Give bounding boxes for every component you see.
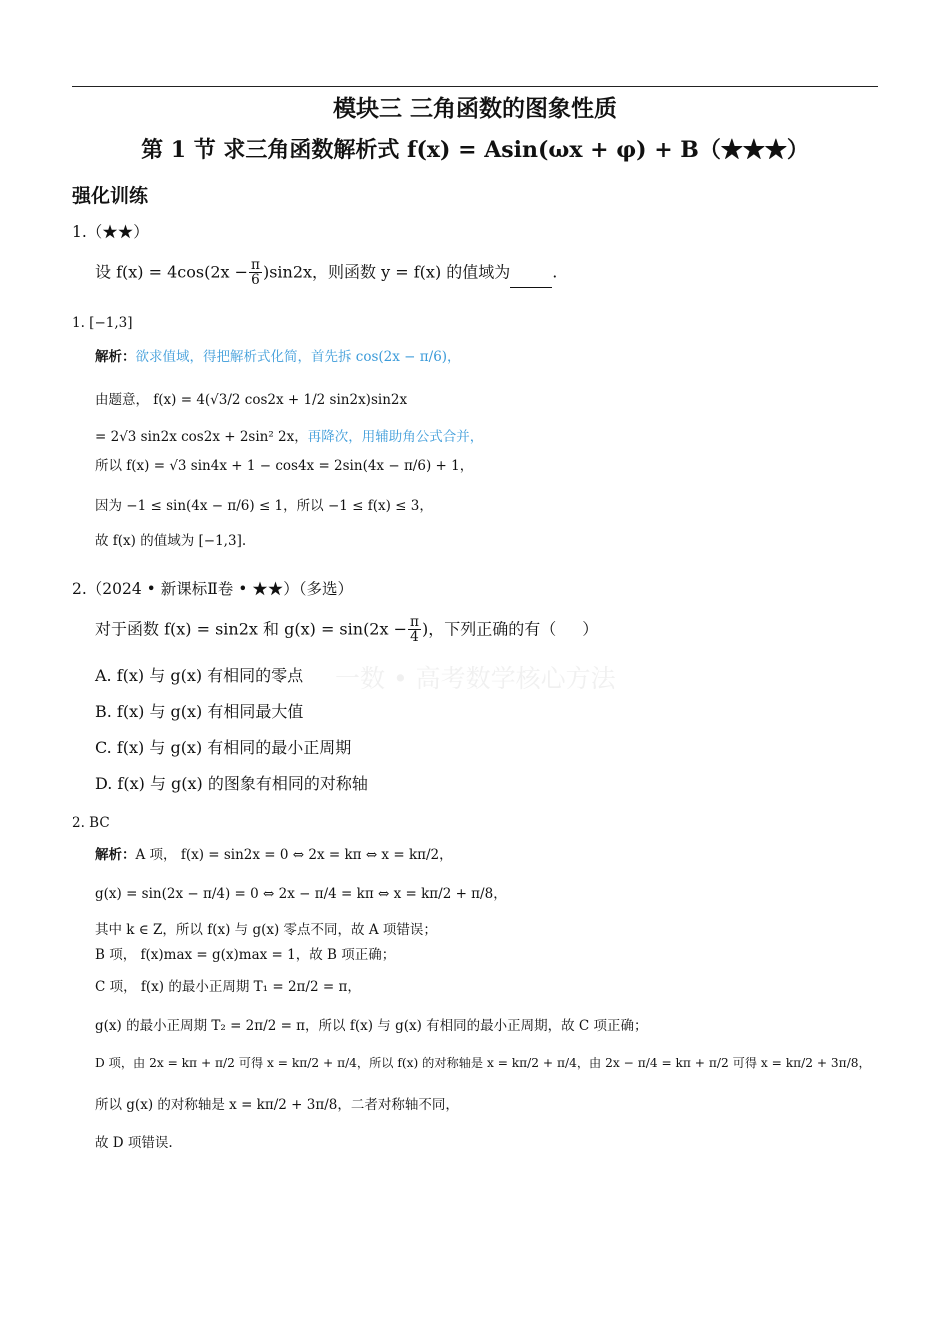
a2-line-6: g(x) 的最小正周期 T₂ = 2π/2 = π，所以 f(x) 与 g(x) 有相同的最小正周期，故 C 项正确； — [95, 1018, 648, 1034]
a2-line-9: 故 D 项错误. — [95, 1135, 173, 1151]
module-title: 模块三 三角函数的图象性质 — [332, 95, 617, 122]
a1-line-3-math: = 2√3 sin2x cos2x + 2sin² 2x， — [95, 429, 308, 445]
q2-stem-post: )，下列正确的有（ — [421, 619, 557, 639]
q2-stem-end: ） — [582, 619, 599, 639]
q2-frac-den: 4 — [410, 629, 419, 646]
a1-line-2: 由题意， f(x) = 4(√3/2 cos2x + 1/2 sin2x)sin2x — [95, 392, 408, 408]
q1-label: 1.（★★） — [72, 223, 149, 241]
watermark: 一数 • 高考数学核心方法 — [335, 664, 616, 693]
a1-line-6: 故 f(x) 的值域为 [−1,3]. — [95, 533, 247, 549]
q2-option-b: B. f(x) 与 g(x) 有相同最大值 — [95, 702, 304, 721]
a2-line-3: 其中 k ∈ Z，所以 f(x) 与 g(x) 零点不同，故 A 项错误； — [95, 922, 437, 938]
q2-option-d: D. f(x) 与 g(x) 的图象有相同的对称轴 — [95, 774, 368, 793]
q2-label: 2.（2024 • 新课标Ⅱ卷 • ★★）（多选） — [72, 580, 354, 598]
q1-answer-blank — [510, 271, 552, 288]
q2-stem — [95, 615, 598, 645]
a1-label: 1. [−1,3] — [72, 315, 133, 331]
a1-analysis-head: 解析： — [95, 349, 136, 365]
a2-line-7: D 项，由 2x = kπ + π/2 可得 x = kπ/2 + π/4，所以 f(x) 的对称轴是 x = kπ/2 + π/4，由 2x − π/4 = kπ + π/2 可得 x = kπ/2 + 3π/8， — [95, 1056, 871, 1070]
a2-analysis-head: 解析： — [95, 847, 136, 863]
a2-line-2: g(x) = sin(2x − π/4) = 0 ⇔ 2x − π/4 = kπ ⇔ x = kπ/2 + π/8， — [95, 886, 507, 902]
a1-line-5: 因为 −1 ≤ sin(4x − π/6) ≤ 1，所以 −1 ≤ f(x) ≤ 3， — [95, 498, 433, 514]
a2-label: 2. BC — [72, 815, 110, 831]
a2-line-1 — [95, 843, 453, 863]
a2-line-1-text: A 项， f(x) = sin2x = 0 ⇔ 2x = kπ ⇔ x = kπ/2， — [135, 847, 453, 863]
a1-line-1 — [95, 345, 461, 365]
q1-frac-num: π — [251, 257, 260, 273]
q1-stem-end: . — [552, 262, 558, 282]
q2-option-a: A. f(x) 与 g(x) 有相同的零点 — [95, 666, 304, 685]
q1-stem-pre: 设 f(x) = 4cos(2x − — [95, 262, 249, 282]
q1-fraction — [249, 258, 262, 288]
top-rule — [72, 86, 878, 87]
a1-analysis-note: 欲求值域，得把解析式化简，首先拆 cos(2x − π/6)， — [135, 349, 461, 365]
section-title: 第 1 节 求三角函数解析式 f(x) = Asin(ωx + φ) + B（★★★） — [141, 137, 809, 163]
section-label: 强化训练 — [72, 185, 149, 207]
a2-line-4: B 项， f(x)max = g(x)max = 1，故 B 项正确； — [95, 947, 396, 963]
a2-line-5: C 项， f(x) 的最小正周期 T₁ = 2π/2 = π， — [95, 979, 361, 995]
q2-stem-pre: 对于函数 f(x) = sin2x 和 g(x) = sin(2x − — [95, 619, 408, 639]
q1-stem-post: )sin2x，则函数 y = f(x) 的值域为 — [262, 262, 511, 282]
q2-frac-num: π — [410, 614, 419, 630]
q2-fraction — [408, 615, 421, 645]
q1-frac-den: 6 — [251, 272, 260, 289]
a2-line-8: 所以 g(x) 的对称轴是 x = kπ/2 + 3π/8，二者对称轴不同， — [95, 1097, 459, 1113]
q1-stem — [95, 258, 557, 288]
a1-line-3 — [95, 425, 483, 445]
a1-line-4: 所以 f(x) = √3 sin4x + 1 − cos4x = 2sin(4x − π/6) + 1， — [95, 458, 474, 474]
q2-option-c: C. f(x) 与 g(x) 有相同的最小正周期 — [95, 738, 352, 757]
a1-line-3-note: 再降次，用辅助角公式合并， — [307, 429, 484, 445]
